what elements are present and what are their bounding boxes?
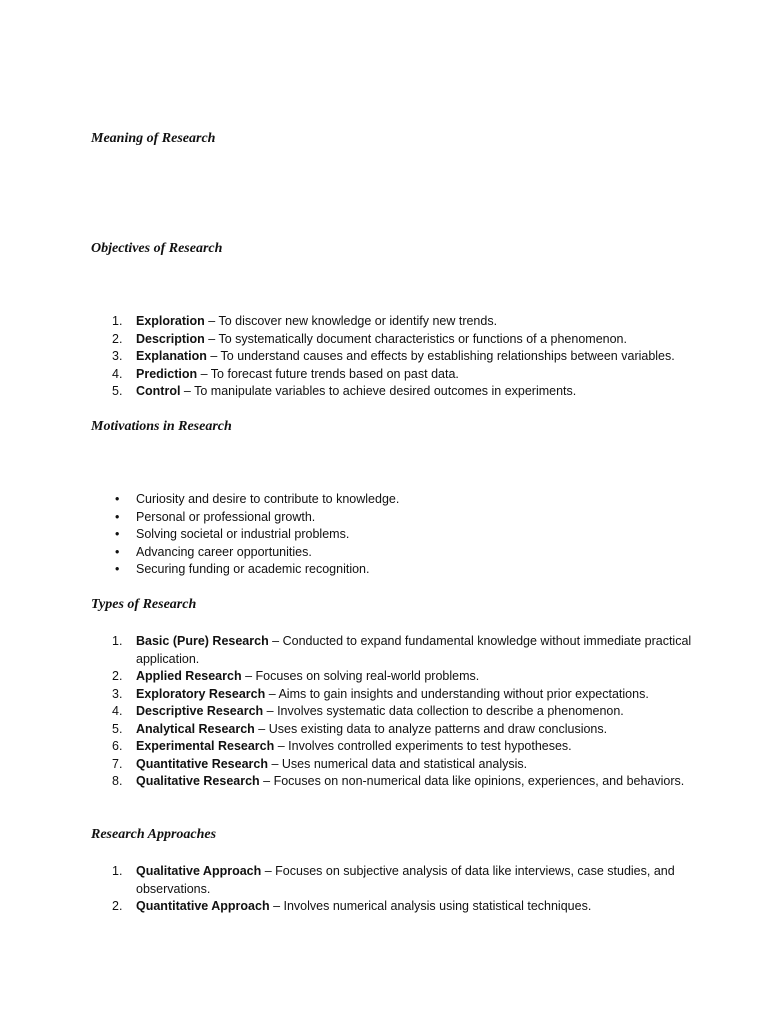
list-item [0, 509, 696, 527]
list-item [0, 721, 696, 739]
list-item [0, 526, 696, 544]
list-number: 1. [112, 864, 123, 878]
list-number: 4. [112, 704, 123, 718]
list-item [0, 544, 696, 562]
term: Prediction [136, 366, 198, 381]
separator: – [274, 739, 289, 753]
description: Uses numerical data and statistical analysis. [281, 756, 528, 771]
bullet: • [115, 544, 120, 559]
bullet-text: Securing funding or academic recognition. [136, 562, 370, 576]
term: Description [136, 331, 205, 346]
list-number: 7. [112, 756, 123, 771]
list-number: 6. [112, 739, 123, 753]
term: Explanation [136, 349, 207, 363]
heading-motivations: Motivations in Research [91, 419, 232, 434]
list-number: 5. [112, 721, 123, 736]
bullet-text: Advancing career opportunities. [136, 544, 312, 559]
term: Quantitative Approach [136, 899, 270, 913]
description: Aims to gain insights and understanding without prior expectations. [278, 686, 649, 701]
list-number: 2. [112, 331, 123, 346]
separator: – [269, 899, 284, 913]
types-list [0, 633, 768, 791]
term: Exploration [136, 314, 205, 328]
list-item [0, 366, 696, 384]
term: Experimental Research [136, 739, 275, 753]
bullet: • [115, 492, 120, 506]
term: Basic (Pure) Research [136, 634, 269, 648]
description: Focuses on subjective analysis of data like interviews, case studies, and observations. [136, 864, 675, 896]
separator: – [259, 774, 274, 788]
list-number: 2. [112, 899, 123, 913]
bullet: • [115, 509, 120, 524]
bullet-text: Personal or professional growth. [136, 509, 316, 524]
description: To understand causes and effects by establishing relationships between variables. [220, 349, 675, 363]
term: Control [136, 384, 181, 398]
list-item [0, 668, 696, 686]
list-item [0, 898, 696, 916]
description: Uses existing data to analyze patterns and draw conclusions. [268, 721, 608, 736]
description: Focuses on solving real-world problems. [255, 669, 480, 683]
list-item [0, 331, 696, 349]
bullet: • [115, 562, 120, 576]
separator: – [204, 331, 219, 346]
objectives-list [0, 313, 768, 401]
separator: – [263, 704, 278, 718]
description: Involves controlled experiments to test hypotheses. [288, 739, 572, 753]
description: To manipulate variables to achieve desired outcomes in experiments. [194, 384, 577, 398]
approaches-list [0, 863, 768, 916]
description: Conducted to expand fundamental knowledge without immediate practical application. [136, 634, 692, 666]
list-item [0, 863, 696, 898]
list-item [0, 703, 696, 721]
list-number: 2. [112, 669, 123, 683]
list-number: 5. [112, 384, 123, 398]
bullet-text: Curiosity and desire to contribute to knowledge. [136, 492, 400, 506]
description: To systematically document characteristics or functions of a phenomenon. [218, 331, 627, 346]
separator: – [204, 314, 219, 328]
separator: – [241, 669, 256, 683]
list-item [0, 561, 696, 579]
list-item [0, 491, 696, 509]
motivations-list [0, 491, 768, 579]
list-number: 3. [112, 686, 123, 701]
separator: – [254, 721, 269, 736]
description: Involves numerical analysis using statistical techniques. [283, 899, 592, 913]
list-item [0, 738, 696, 756]
separator: – [265, 686, 279, 701]
term: Descriptive Research [136, 704, 264, 718]
separator: – [268, 756, 282, 771]
term: Quantitative Research [136, 756, 268, 771]
separator: – [268, 634, 283, 648]
description: Focuses on non-numerical data like opinions, experiences, and behaviors. [273, 774, 685, 788]
heading-types: Types of Research [91, 597, 197, 612]
separator: – [206, 349, 221, 363]
list-number: 1. [112, 314, 123, 328]
list-item [0, 686, 696, 704]
list-number: 8. [112, 774, 123, 788]
heading-approaches: Research Approaches [91, 827, 217, 842]
list-number: 1. [112, 634, 123, 648]
heading-meaning: Meaning of Research [91, 131, 216, 146]
list-item [0, 633, 696, 668]
separator: – [180, 384, 195, 398]
term: Analytical Research [136, 721, 255, 736]
bullet: • [115, 527, 120, 541]
term: Exploratory Research [136, 686, 266, 701]
separator: – [261, 864, 276, 878]
list-item [0, 773, 696, 791]
description: To discover new knowledge or identify new trends. [218, 314, 498, 328]
bullet-text: Solving societal or industrial problems. [136, 527, 350, 541]
heading-objectives: Objectives of Research [91, 241, 223, 256]
term: Qualitative Approach [136, 864, 262, 878]
term: Applied Research [136, 669, 242, 683]
description: Involves systematic data collection to describe a phenomenon. [277, 704, 624, 718]
list-item [0, 756, 696, 774]
list-item [0, 348, 696, 366]
term: Qualitative Research [136, 774, 260, 788]
list-item [0, 383, 696, 401]
list-number: 3. [112, 349, 123, 363]
description: To forecast future trends based on past data. [210, 366, 459, 381]
separator: – [197, 366, 211, 381]
list-item [0, 313, 696, 331]
list-number: 4. [112, 366, 123, 381]
